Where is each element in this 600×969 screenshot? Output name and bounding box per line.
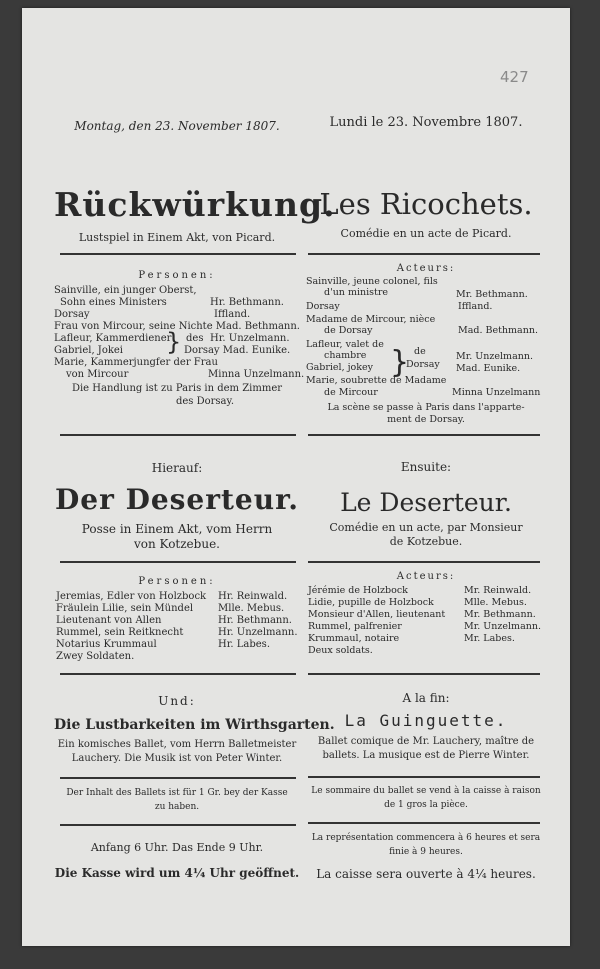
french-title3: La Guinguette. bbox=[344, 711, 508, 730]
french-sommaire: Le sommaire du ballet se vend à la caisse à raison bbox=[311, 786, 541, 796]
french-alafin: A la fin: bbox=[402, 691, 450, 705]
cast-actor: Iffland. bbox=[458, 301, 493, 312]
french-setting: ment de Dorsay. bbox=[387, 414, 465, 425]
cast-actor: Minna Unzelmann bbox=[452, 387, 541, 398]
german-personen2-heading: Personen: bbox=[138, 576, 216, 587]
german-date: Montag, den 23. November 1807. bbox=[74, 119, 280, 133]
french-times: La représentation commencera à 6 heures et sera bbox=[311, 833, 541, 843]
cast2-role: Rummel, sein Reitknecht bbox=[56, 627, 184, 638]
cast-line: Madame de Mircour, nièce bbox=[306, 314, 436, 325]
german-ballet: Ein komisches Ballet, vom Herrn Balletmeister bbox=[57, 739, 297, 750]
cast-line: Gabriel, jokey bbox=[306, 362, 374, 373]
french-acteurs2-heading: Acteurs: bbox=[396, 571, 456, 582]
divider bbox=[60, 777, 296, 779]
cast-line: d'un ministre bbox=[324, 287, 389, 298]
cast-line: Sainville, jeune colonel, fils bbox=[306, 276, 438, 287]
french-acteurs-heading: Acteurs: bbox=[396, 263, 456, 274]
cast-actor: Iffland. bbox=[214, 309, 251, 320]
french-ballet: ballets. La musique est de Pierre Winter. bbox=[322, 750, 530, 761]
cast-line: Gabriel, Jokei bbox=[54, 345, 124, 356]
cast-line: Dorsay bbox=[54, 309, 90, 320]
cast2-actor: Mr. Bethmann. bbox=[464, 609, 536, 620]
french-times: finie à 9 heures. bbox=[389, 847, 463, 857]
cast-line: von Mircour bbox=[66, 369, 129, 380]
french-ensuite: Ensuite: bbox=[400, 460, 452, 474]
cast-actor: Minna Unzelmann. bbox=[208, 369, 305, 380]
cast2-actor: Hr. Bethmann. bbox=[218, 615, 292, 626]
cast2-role: Rummel, palfrenier bbox=[308, 621, 402, 632]
cast-actor: Mr. Unzelmann. bbox=[456, 351, 533, 362]
german-hierauf: Hierauf: bbox=[151, 461, 203, 475]
cast-line: de Mircour bbox=[324, 387, 378, 398]
cast2-actor: Mr. Unzelmann. bbox=[464, 621, 541, 632]
french-title: Les Ricochets. bbox=[319, 187, 533, 221]
cast-line: Frau von Mircour, seine Nichte Mad. Bethmann. bbox=[54, 321, 300, 332]
german-kasse: Die Kasse wird um 4¼ Uhr geöffnet. bbox=[54, 866, 300, 880]
cast2-role: Jérémie de Holzbock bbox=[308, 585, 408, 596]
divider bbox=[60, 561, 296, 563]
german-subtitle2: Posse in Einem Akt, vom Herrn bbox=[81, 522, 273, 536]
cast-line: Dorsay bbox=[406, 359, 440, 370]
divider bbox=[308, 776, 540, 778]
cast2-actor: Mr. Labes. bbox=[464, 633, 515, 644]
german-setting: des Dorsay. bbox=[175, 396, 235, 407]
cast-actor: Mr. Bethmann. bbox=[456, 289, 528, 300]
french-date: Lundi le 23. Novembre 1807. bbox=[329, 115, 523, 130]
german-ballet: Lauchery. Die Musik ist von Peter Winter. bbox=[71, 753, 283, 764]
french-sommaire: de 1 gros la pièce. bbox=[384, 800, 468, 810]
cast-line: de bbox=[414, 346, 426, 357]
cast-line: Sainville, ein junger Oberst, bbox=[54, 285, 197, 296]
german-subtitle: Lustspiel in Einem Akt, von Picard. bbox=[78, 231, 276, 244]
french-subtitle2: Comédie en un acte, par Monsieur bbox=[329, 521, 523, 534]
german-inhalt: zu haben. bbox=[154, 802, 200, 812]
cast2-role: Fräulein Lilie, sein Mündel bbox=[56, 603, 194, 614]
cast-actor: Dorsay Mad. Eunike. bbox=[184, 345, 291, 356]
german-times: Anfang 6 Uhr. Das Ende 9 Uhr. bbox=[90, 841, 264, 854]
cast2-role: Lidie, pupille de Holzbock bbox=[308, 597, 434, 608]
cast-actor: Hr. Unzelmann. bbox=[210, 333, 290, 344]
french-subtitle: Comédie en un acte de Picard. bbox=[340, 227, 512, 240]
french-subtitle2: de Kotzebue. bbox=[389, 535, 463, 548]
cast-actor: Hr. Bethmann. bbox=[210, 297, 284, 308]
cast-line: Marie, Kammerjungfer der Frau bbox=[54, 357, 218, 368]
cast-line: Marie, soubrette de Madame bbox=[306, 375, 447, 386]
brace-mark: } bbox=[166, 328, 182, 356]
page-number: 427 bbox=[500, 68, 529, 86]
cast2-actor: Hr. Unzelmann. bbox=[218, 627, 298, 638]
cast-line: Dorsay bbox=[306, 301, 340, 312]
french-title2: Le Deserteur. bbox=[340, 488, 512, 517]
french-caisse: La caisse sera ouverte à 4¼ heures. bbox=[316, 867, 536, 881]
cast2-role: Lieutenant von Allen bbox=[56, 615, 162, 626]
divider bbox=[308, 434, 540, 436]
cast2-role: Notarius Krummaul bbox=[56, 639, 157, 650]
cast2-actor: Hr. Reinwald. bbox=[218, 591, 288, 602]
german-subtitle2: von Kotzebue. bbox=[134, 537, 220, 551]
cast2-actor: Hr. Labes. bbox=[218, 639, 270, 650]
french-ballet: Ballet comique de Mr. Lauchery, maître de bbox=[317, 736, 535, 747]
german-title3: Die Lustbarkeiten im Wirthsgarten. bbox=[54, 717, 335, 733]
cast2-role: Krummaul, notaire bbox=[308, 633, 400, 644]
cast-actor: Mad. Eunike. bbox=[456, 363, 521, 374]
divider bbox=[60, 253, 296, 255]
divider bbox=[308, 561, 540, 563]
cast-line: Sohn eines Ministers bbox=[60, 297, 167, 308]
divider bbox=[308, 253, 540, 255]
cast-actor: Mad. Bethmann. bbox=[458, 325, 538, 336]
cast2-role: Deux soldats. bbox=[308, 645, 373, 656]
cast2-role: Monsieur d'Allen, lieutenant bbox=[308, 609, 446, 620]
cast2-actor: Mlle. Mebus. bbox=[464, 597, 527, 608]
cast-line: Lafleur, Kammerdiener bbox=[54, 333, 172, 344]
divider bbox=[308, 673, 540, 675]
cast2-role: Jeremias, Edler von Holzbock bbox=[56, 591, 207, 602]
german-title: Rückwürkung. bbox=[54, 185, 336, 224]
german-setting: Die Handlung ist zu Paris in dem Zimmer bbox=[71, 383, 283, 394]
cast2-actor: Mr. Reinwald. bbox=[464, 585, 532, 596]
cast2-actor: Mlle. Mebus. bbox=[218, 603, 285, 614]
cast-line: de Dorsay bbox=[324, 325, 373, 336]
cast2-role: Zwey Soldaten. bbox=[56, 651, 135, 662]
divider bbox=[60, 434, 296, 436]
divider bbox=[60, 673, 296, 675]
french-setting: La scène se passe à Paris dans l'apparte- bbox=[327, 402, 525, 413]
german-inhalt: Der Inhalt des Ballets ist für 1 Gr. bey der Kasse bbox=[66, 788, 288, 798]
cast-line: des bbox=[186, 333, 204, 344]
german-title2: Der Deserteur. bbox=[54, 483, 300, 516]
divider bbox=[60, 824, 296, 826]
german-personen-heading: Personen: bbox=[138, 270, 216, 281]
playbill-sheet bbox=[22, 8, 570, 946]
cast-line: Lafleur, valet de bbox=[306, 339, 384, 350]
divider bbox=[308, 822, 540, 824]
german-und: Und: bbox=[158, 694, 196, 708]
cast-line: chambre bbox=[324, 350, 367, 361]
brace-mark: } bbox=[390, 345, 410, 380]
